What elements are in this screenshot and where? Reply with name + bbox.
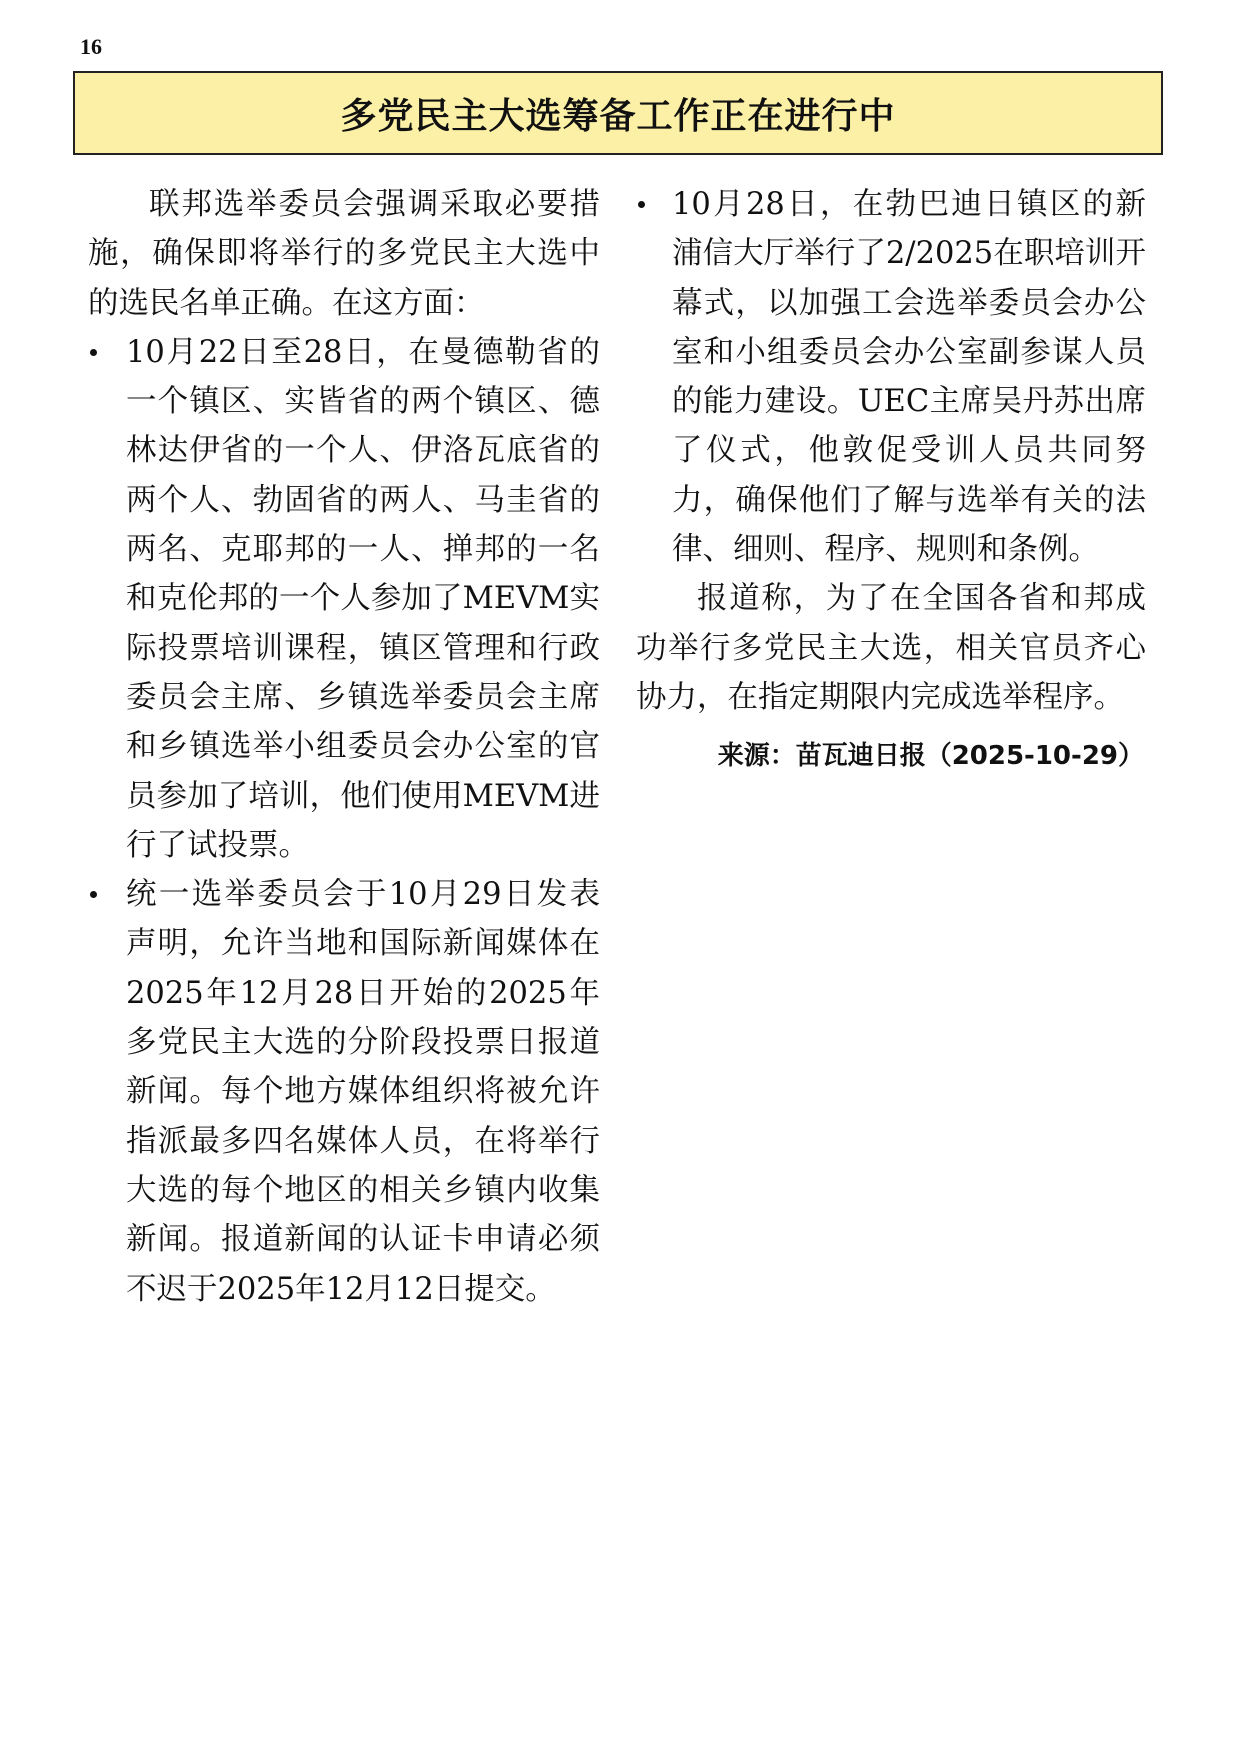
page-number: 16: [80, 34, 102, 59]
right-column: [636, 180, 1146, 781]
list-item: [636, 180, 1146, 574]
article-title-box: [73, 71, 1163, 155]
bullet-text: 统一选举委员会于10月29日发表声明，允许当地和国际新闻媒体在2025年12月28日开始的2025年多党民主大选的分阶段投票日报道新闻。每个地方媒体组织将被允许指派最多四名媒体人员，在将举行大选的每个地区的相关乡镇内收集新闻。报道新闻的认证卡申请必须不迟于2025年12月12日提交。: [126, 877, 600, 1307]
list-item: [88, 328, 600, 870]
article-title: 多党民主大选筹备工作正在进行中: [340, 95, 896, 137]
bullet-text: 10月22日至28日，在曼德勒省的一个镇区、实皆省的两个镇区、德林达伊省的一个人、伊洛瓦底省的两个人、勃固省的两人、马圭省的两名、克耶邦的一人、掸邦的一名和克伦邦的一个人参加了MEVM实际投票培训课程，镇区管理和行政委员会主席、乡镇选举委员会主席和乡镇选举小组委员会办公室的官员参加了培训，他们使用MEVM进行了试投票。: [126, 334, 600, 863]
closing-paragraph: 报道称，为了在全国各省和邦成功举行多党民主大选，相关官员齐心协力，在指定期限内完成选举程序。: [636, 581, 1146, 715]
bullet-icon: [638, 201, 645, 208]
right-bullet-list: [636, 180, 1146, 574]
left-column: [88, 180, 600, 1314]
bullet-icon: [90, 891, 97, 898]
bullet-text: 10月28日，在勃巴迪日镇区的新浦信大厅举行了2/2025在职培训开幕式，以加强工会选举委员会办公室和小组委员会办公室副参谋人员的能力建设。UEC主席吴丹苏出席了仪式，他敦促受训人员共同努力，确保他们了解与选举有关的法律、细则、程序、规则和条例。: [672, 187, 1146, 568]
list-item: [88, 870, 600, 1314]
source-credit: 来源：苗瓦迪日报（2025-10-29）: [717, 741, 1144, 772]
bullet-icon: [90, 349, 97, 356]
left-bullet-list: [88, 328, 600, 1314]
intro-paragraph: 联邦选举委员会强调采取必要措施，确保即将举行的多党民主大选中的选民名单正确。在这方面：: [88, 187, 600, 321]
